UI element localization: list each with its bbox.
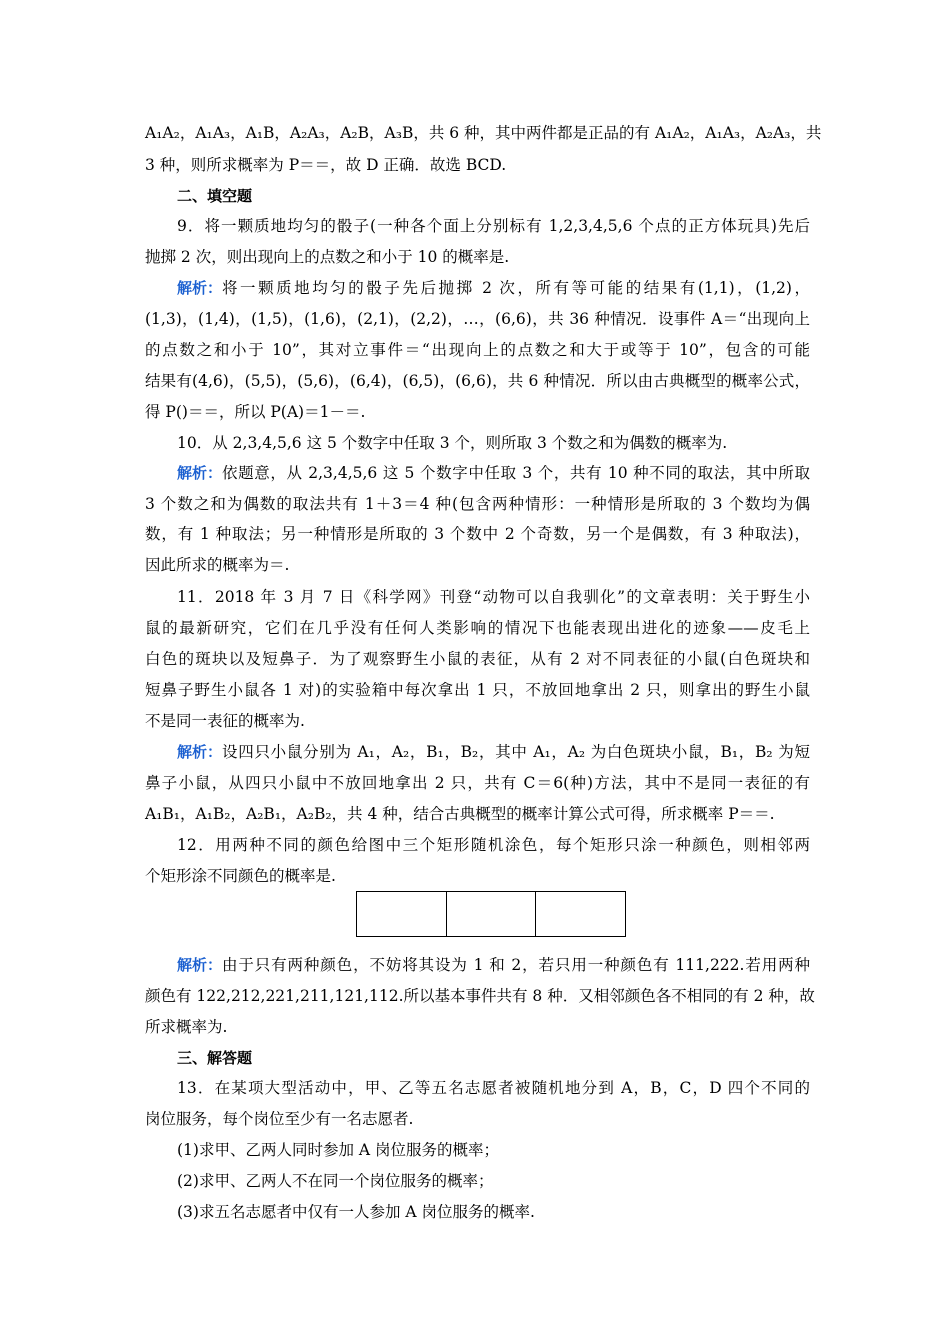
solution-line [177, 742, 810, 762]
solution-line [177, 278, 810, 298]
text-line: 不是同一表征的概率为. [145, 712, 305, 730]
text-line: 岗位服务，每个岗位至少有一名志愿者. [145, 1110, 414, 1128]
section-heading-fill-in: 二、填空题 [177, 187, 253, 205]
rectangle-3 [536, 892, 625, 936]
solution-label: 解析： [177, 956, 223, 974]
text-line: A₁A₂，A₁A₃，A₁B，A₂A₃，A₂B，A₃B，共 6 种，其中两件都是正品的有 A₁A₂，A₁A₃，A₂A₃，共 [145, 124, 822, 142]
sub-question-1: (1)求甲、乙两人同时参加 A 岗位服务的概率； [177, 1141, 500, 1159]
text-line: 依题意，从 2,3,4,5,6 这 5 个数字中任取 3 个，共有 10 种不同的取法，其中所取 [222, 464, 810, 482]
section-heading-answer: 三、解答题 [177, 1049, 253, 1067]
sub-question-2: (2)求甲、乙两人不在同一个岗位服务的概率； [177, 1172, 494, 1190]
text-line: 将一颗质地均匀的骰子先后抛掷 2 次，所有等可能的结果有(1,1)，(1,2)， [222, 279, 810, 297]
text-line: 的点数之和小于 10”，其对立事件＝“出现向上的点数之和大于或等于 10”，包含的可能 [145, 341, 810, 359]
text-line: 鼠的最新研究，它们在几乎没有任何人类影响的情况下也能表现出进化的迹象——皮毛上 [145, 619, 810, 637]
sub-question-3: (3)求五名志愿者中仅有一人参加 A 岗位服务的概率. [177, 1203, 535, 1221]
solution-label: 解析： [177, 743, 223, 761]
text-line: 因此所求的概率为＝. [145, 556, 290, 574]
solution-line [177, 463, 810, 483]
solution-label: 解析： [177, 464, 223, 482]
text-line: 所求概率为. [145, 1018, 228, 1036]
question-10: 10．从 2,3,4,5,6 这 5 个数字中任取 3 个，则所取 3 个数之和为偶数的概率为. [177, 434, 728, 452]
text-line: 个矩形涂不同颜色的概率是. [145, 867, 336, 885]
text-line: (1,3)，(1,4)，(1,5)，(1,6)，(2,1)，(2,2)，…，(6,6)，共 36 种情况．设事件 A＝“出现向上 [145, 310, 810, 328]
text-line: 结果有(4,6)，(5,5)，(5,6)，(6,4)，(6,5)，(6,6)，共 6 种情况．所以由古典概型的概率公式， [145, 372, 810, 390]
text-line: 得 P()＝＝，所以 P(A)＝1－＝. [145, 403, 366, 421]
text-line: 由于只有两种颜色，不妨将其设为 1 和 2，若只用一种颜色有 111,222.若用两种 [222, 956, 810, 974]
text-line: 白色的斑块以及短鼻子．为了观察野生小鼠的表征，从有 2 对不同表征的小鼠(白色斑块和 [145, 650, 810, 668]
text-line: 抛掷 2 次，则出现向上的点数之和小于 10 的概率是. [145, 248, 510, 266]
text-line: A₁B₁，A₁B₂，A₂B₁，A₂B₂，共 4 种，结合古典概型的概率计算公式可得，所求概率 P＝＝. [145, 805, 775, 823]
text-line: 短鼻子野生小鼠各 1 对)的实验箱中每次拿出 1 只，不放回地拿出 2 只，则拿出的野生小鼠 [145, 681, 810, 699]
text-line: 鼻子小鼠，从四只小鼠中不放回地拿出 2 只，共有 C＝6(种)方法，其中不是同一表征的有 [145, 774, 810, 792]
text-line: 数，有 1 种取法；另一种情形是所取的 3 个数中 2 个奇数，另一个是偶数，有 3 种取法)， [145, 525, 810, 543]
three-rectangles-figure [356, 891, 626, 937]
text-line: 3 个数之和为偶数的取法共有 1＋3＝4 种(包含两种情形：一种情形是所取的 3 个数均为偶 [145, 495, 810, 513]
question-13: 13．在某项大型活动中，甲、乙等五名志愿者被随机地分到 A，B，C，D 四个不同的 [177, 1079, 810, 1097]
rectangle-1 [357, 892, 447, 936]
rectangle-2 [447, 892, 537, 936]
text-line: 设四只小鼠分别为 A₁，A₂，B₁，B₂，其中 A₁，A₂ 为白色斑块小鼠，B₁，B₂ 为短 [222, 743, 810, 761]
text-line: 颜色有 122,212,221,211,121,112.所以基本事件共有 8 种．又相邻颜色各不相同的有 2 种，故 [145, 987, 815, 1005]
text-line: 3 种，则所求概率为 P＝＝，故 D 正确．故选 BCD. [145, 156, 507, 174]
question-9: 9．将一颗质地均匀的骰子(一种各个面上分别标有 1,2,3,4,5,6 个点的正方体玩具)先后 [177, 217, 810, 235]
question-12: 12．用两种不同的颜色给图中三个矩形随机涂色，每个矩形只涂一种颜色，则相邻两 [177, 836, 810, 854]
question-11: 11．2018 年 3 月 7 日《科学网》刊登“动物可以自我驯化”的文章表明：关于野生小 [177, 588, 810, 606]
solution-label: 解析： [177, 279, 223, 297]
solution-line [177, 955, 810, 975]
